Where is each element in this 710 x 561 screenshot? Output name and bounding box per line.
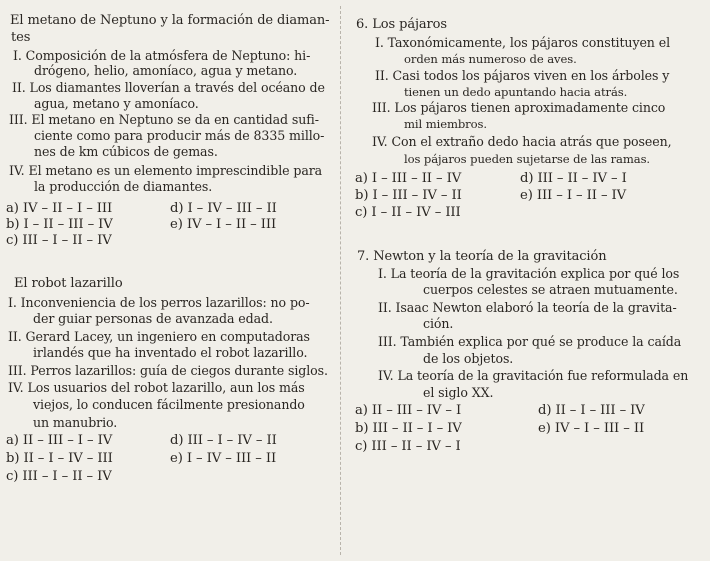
statement-3-cont: mil miembros. [404,117,487,131]
statement-4: IV. Los usuarios del robot lazarillo, aun los más [8,380,305,395]
option-b[interactable]: b) I – III – IV – II [355,188,462,203]
statement-1: I. Inconveniencia de los perros lazarillos: no po- [8,295,310,310]
statement-2-cont: ción. [423,316,454,331]
option-c[interactable]: c) I – II – IV – III [355,205,461,220]
option-d[interactable]: d) II – I – III – IV [538,403,645,418]
statement-3-cont2: nes de km cúbicos de gemas. [34,144,218,159]
statement-1-cont: der guiar personas de avanzada edad. [33,311,273,326]
option-a[interactable]: a) IV – II – I – III [6,201,113,216]
option-b[interactable]: b) III – II – I – IV [355,421,462,436]
statement-2: II. Los diamantes lloverían a través del océano de [12,80,325,95]
statement-2-cont: irlandés que ha inventado el robot lazarillo. [33,345,308,360]
option-e[interactable]: e) IV – I – III – II [538,421,645,436]
option-a[interactable]: a) I – III – II – IV [355,171,462,186]
option-c[interactable]: c) III – I – II – IV [6,233,112,248]
statement-3: III. El metano en Neptuno se da en cantidad sufi- [9,112,319,127]
statement-1: I. Composición de la atmósfera de Neptuno: hi- [13,48,311,63]
option-d[interactable]: d) I – IV – III – II [170,201,277,216]
question-title: 7. Newton y la teoría de la gravitación [357,249,607,264]
statement-1: I. La teoría de la gravitación explica por qué los [378,266,680,281]
option-c[interactable]: c) III – II – IV – I [355,439,461,454]
statement-3-cont: ciente como para producir más de 8335 millo- [34,128,325,143]
option-d[interactable]: d) III – II – IV – I [520,171,627,186]
statement-1: I. Taxonómicamente, los pájaros constituyen el [375,35,671,50]
statement-4-cont: los pájaros pueden sujetarse de las ramas. [404,152,651,166]
question-title: El robot lazarillo [14,276,123,291]
statement-4: IV. El metano es un elemento imprescindible para [9,163,323,178]
statement-3-cont: de los objetos. [423,351,514,366]
option-e[interactable]: e) III – I – II – IV [520,188,627,203]
statement-2-cont: tienen un dedo apuntando hacia atrás. [404,85,628,99]
option-a[interactable]: a) II – III – IV – I [355,403,462,418]
option-b[interactable]: b) I – II – III – IV [6,217,113,232]
statement-4-cont2: un manubrio. [33,415,118,430]
statement-3: III. También explica por qué se produce la caída [378,334,682,349]
statement-4: IV. La teoría de la gravitación fue reformulada en [378,368,689,383]
statement-4: IV. Con el extraño dedo hacia atrás que poseen, [372,134,672,149]
option-e[interactable]: e) I – IV – III – II [170,451,277,466]
column-divider [340,6,341,555]
statement-1-cont: cuerpos celestes se atraen mutuamente. [423,282,678,297]
option-b[interactable]: b) II – I – IV – III [6,451,113,466]
statement-2: II. Isaac Newton elaboró la teoría de la gravita- [378,300,677,315]
option-d[interactable]: d) III – I – IV – II [170,433,277,448]
question-title: 6. Los pájaros [356,17,447,32]
option-a[interactable]: a) II – III – I – IV [6,433,113,448]
statement-2: II. Casi todos los pájaros viven en los árboles y [375,68,670,83]
statement-1-cont: drógeno, helio, amoníaco, agua y metano. [34,63,298,78]
statement-2-cont: agua, metano y amoníaco. [34,96,199,111]
statement-2: II. Gerard Lacey, un ingeniero en computadoras [8,329,310,344]
question-title-cont: tes [11,30,31,45]
statement-3: III. Perros lazarillos: guía de ciegos durante siglos. [8,363,328,378]
statement-4-cont: la producción de diamantes. [34,179,213,194]
statement-1-cont: orden más numeroso de aves. [404,52,577,66]
option-e[interactable]: e) IV – I – II – III [170,217,277,232]
question-title: El metano de Neptuno y la formación de diaman- [10,13,330,28]
statement-3: III. Los pájaros tienen aproximadamente cinco [372,100,666,115]
statement-4-cont: el siglo XX. [423,385,494,400]
statement-4-cont: viejos, lo conducen fácilmente presionando [33,397,305,412]
option-c[interactable]: c) III – I – II – IV [6,469,112,484]
